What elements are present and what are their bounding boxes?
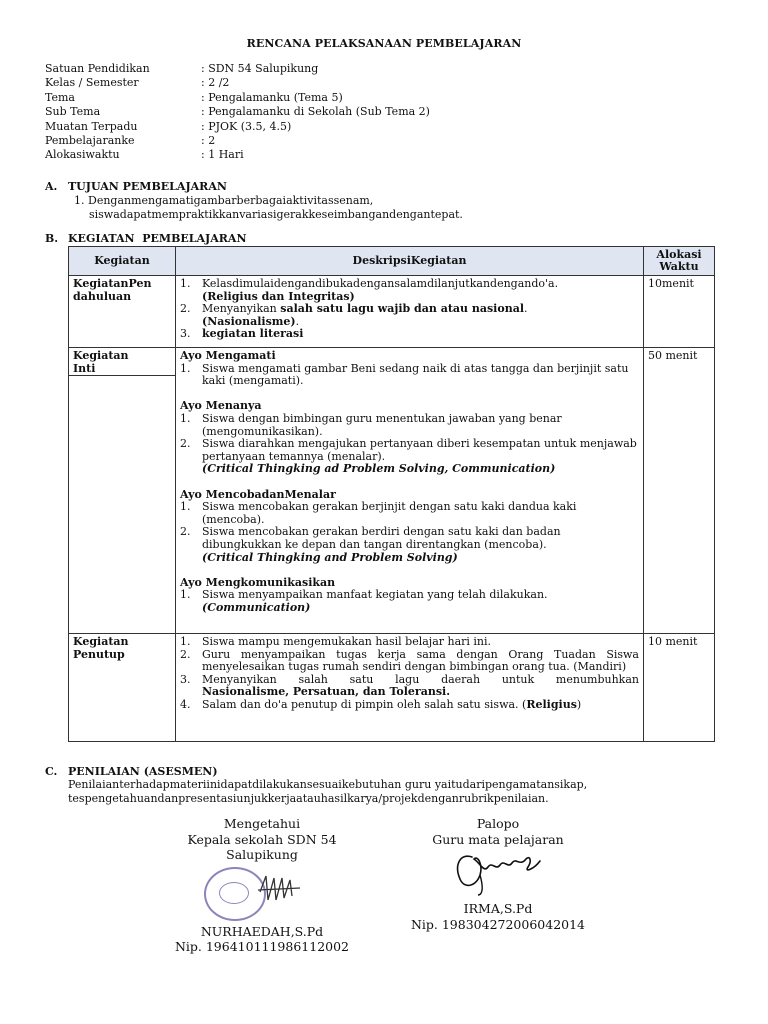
document-title: RENCANA PELAKSANAAN PEMBELAJARAN: [246, 37, 522, 50]
list-item: [180, 303, 639, 328]
item-text: .: [295, 314, 300, 328]
item-text: Salam dan do'a penutup di pimpin oleh salah satu siswa. (: [202, 697, 527, 711]
identity-row: [45, 148, 430, 162]
tujuan-line: Denganmengamatigambarberbagaiaktivitassenam,: [88, 194, 374, 207]
list-item: [180, 413, 639, 438]
item-text-bold: Nasionalisme, Persatuan, dan Toleransi.: [202, 685, 451, 699]
stamp-inner-ring: [219, 882, 249, 904]
penilaian-line: tespengetahuandanpresentasiunjukkerjaatauhasilkarya/projekdenganrubrikpenilaian.: [68, 791, 549, 805]
deskripsi-cell: [176, 276, 644, 348]
deskripsi-cell: [176, 634, 644, 742]
table-row-inti: [69, 348, 715, 634]
item-number: 1.: [74, 194, 85, 207]
item-text: Siswa mampu mengemukakan hasil belajar hari ini.: [202, 635, 492, 648]
kegiatan-label: [69, 348, 176, 634]
sign-line: Kepala sekolah SDN 54: [187, 831, 337, 847]
tujuan-item: [74, 194, 463, 208]
item-number: 3.: [180, 672, 191, 686]
sign-line: Palopo: [476, 816, 520, 831]
section-title: KEGIATAN PEMBELAJARAN: [68, 232, 247, 245]
item-number: 3.: [180, 327, 191, 341]
subsection-title: Ayo MencobadanMenalar: [180, 487, 336, 501]
headmaster-signature-icon: [256, 870, 306, 910]
section-letter: A.: [45, 180, 58, 193]
table-row-penutup: [69, 634, 715, 742]
item-text: Menyanyikan: [202, 302, 281, 316]
list-item: [180, 363, 639, 388]
alokasi-cell: 10 menit: [644, 634, 715, 742]
list-item: [180, 328, 639, 341]
item-number: 1.: [180, 635, 191, 648]
kegiatan-label: KegiatanPen dahuluan: [69, 276, 176, 348]
item-text: Siswa diarahkan mengajukan pertanyaan diberi kesempatan untuk menjawab pertanyaan temannya (menalar).: [202, 437, 637, 463]
item-text: .: [524, 302, 528, 316]
item-number: 1.: [180, 277, 191, 290]
subsection-title: Ayo Mengkomunikasikan: [180, 575, 336, 589]
section-c-heading: [45, 765, 218, 778]
header-kegiatan: Kegiatan: [69, 247, 176, 276]
item-text: Siswa menyampaikan manfaat kegiatan yang telah dilakukan.: [202, 588, 548, 602]
identity-row: [45, 105, 430, 119]
table-header-row: [69, 247, 715, 276]
item-text-bold: salah satu lagu wajib dan atau nasional: [280, 302, 524, 316]
list-item: [180, 699, 639, 712]
identity-value: : Pengalamanku di Sekolah (Sub Tema 2): [201, 105, 430, 119]
identity-label: Kelas / Semester: [45, 76, 139, 90]
item-number: 1.: [180, 588, 191, 602]
item-number: 2.: [180, 525, 191, 539]
item-value-tag: (Nasionalisme): [202, 314, 296, 328]
kegiatan-label-line: Penutup: [73, 647, 125, 661]
section-letter: B.: [45, 232, 59, 245]
identity-label: Pembelajaranke: [45, 133, 135, 147]
alokasi-cell: 50 menit: [644, 348, 715, 634]
tujuan-list: [74, 194, 463, 221]
sign-line: Mengetahui: [223, 816, 301, 831]
list-item: [180, 438, 639, 476]
kegiatan-label-line: Inti: [69, 363, 175, 377]
identity-value: : PJOK (3.5, 4.5): [201, 119, 292, 133]
list-item: [180, 501, 639, 526]
item-text: Siswa mencobakan gerakan berdiri dengan satu kaki dan badan dibungkukkan ke depan dan tangan direntangkan (mencoba).: [202, 525, 561, 551]
list-item: [180, 526, 639, 564]
list-item: [180, 649, 639, 674]
signer-name: IRMA,S.Pd: [463, 901, 533, 916]
list-item: [180, 636, 639, 649]
deskripsi-cell: [176, 348, 644, 634]
alokasi-cell: 10menit: [644, 276, 715, 348]
identity-value: : SDN 54 Salupikung: [201, 62, 319, 75]
identity-label: Muatan Terpadu: [45, 119, 138, 133]
item-number: 1.: [180, 361, 191, 375]
sign-line: Guru mata pelajaran: [432, 831, 564, 847]
item-number: 2.: [180, 302, 191, 316]
list-item: [180, 674, 639, 699]
identity-value: : Pengalamanku (Tema 5): [201, 90, 343, 104]
identity-value: : 2 /2: [201, 76, 230, 90]
item-text-bold: Religius: [526, 697, 577, 711]
identity-label: Satuan Pendidikan: [45, 62, 150, 75]
list-item: [180, 589, 639, 614]
identity-row: [45, 62, 430, 76]
section-a-heading: [45, 180, 227, 193]
section-b-heading: [45, 232, 247, 245]
item-text-bold: kegiatan literasi: [202, 327, 304, 341]
item-text: Menyanyikan salah satu lagu daerah untuk menumbuhkan: [202, 672, 639, 686]
kegiatan-table: [68, 246, 715, 742]
item-value-tag: (Religius dan Integritas): [202, 289, 355, 303]
item-value-tag: (Critical Thingking and Problem Solving): [202, 550, 458, 564]
item-number: 2.: [180, 647, 191, 661]
tujuan-line-cont: siswadapatmempraktikkanvariasigerakkeseimbangandengantepat.: [89, 207, 463, 221]
teacher-signature-icon: [450, 845, 560, 897]
item-text: Kelasdimulaidengandibukadengansalamdilanjutkandengando'a.: [202, 277, 559, 290]
penilaian-text: [68, 778, 587, 805]
section-title: TUJUAN PEMBELAJARAN: [68, 180, 227, 193]
identity-row: [45, 76, 430, 90]
kegiatan-label: [69, 634, 176, 742]
item-value-tag: (Critical Thingking ad Problem Solving, Communication): [202, 462, 556, 476]
kegiatan-label-line: Kegiatan: [73, 635, 129, 648]
header-deskripsi: DeskripsiKegiatan: [176, 247, 644, 276]
table-row-pendahuluan: [69, 276, 715, 348]
item-text: Siswa mencobakan gerakan berjinjit dengan satu kaki dandua kaki (mencoba).: [202, 500, 577, 526]
signer-name: NURHAEDAH,S.Pd: [200, 923, 324, 939]
item-number: 1.: [180, 500, 191, 514]
identity-value: : 2: [201, 133, 216, 147]
identity-block: [45, 62, 430, 163]
item-number: 1.: [180, 411, 191, 425]
sign-line: Salupikung: [226, 847, 298, 862]
signer-nip: Nip. 198304272006042014: [410, 916, 586, 932]
item-value-tag: (Communication): [202, 600, 311, 614]
item-text: Guru menyampaikan tugas kerja sama dengan Orang Tuadan Siswa menyelesaikan tugas rumah sendiri dengan bimbingan orang tua. (Mandiri): [202, 647, 639, 674]
subsection-title: Ayo Mengamati: [180, 349, 276, 362]
section-title: PENILAIAN (ASESMEN): [68, 765, 218, 778]
header-alokasi: Alokasi Waktu: [644, 247, 715, 276]
identity-row: [45, 91, 430, 105]
item-number: 4.: [180, 697, 191, 711]
identity-row: [45, 134, 430, 148]
identity-row: [45, 120, 430, 134]
item-text: ): [576, 697, 582, 711]
identity-label: Alokasiwaktu: [45, 148, 120, 162]
subsection-title: Ayo Menanya: [180, 399, 262, 413]
identity-label: Tema: [45, 90, 75, 104]
signer-nip: Nip. 196410111986112002: [174, 939, 350, 954]
kegiatan-label-line: Kegiatan: [73, 349, 129, 362]
list-item: [180, 278, 639, 303]
item-number: 2.: [180, 437, 191, 451]
penilaian-line: Penilaianterhadapmateriinidapatdilakukansesuaikebutuhan guru yaitudaripengamatansikap,: [68, 778, 588, 791]
item-text: Siswa dengan bimbingan guru menentukan jawaban yang benar (mengomunikasikan).: [202, 411, 562, 438]
identity-value: : 1 Hari: [201, 148, 244, 162]
section-letter: C.: [45, 765, 58, 778]
item-text: Siswa mengamati gambar Beni sedang naik di atas tangga dan berjinjit satu kaki (mengamati).: [202, 361, 629, 388]
identity-label: Sub Tema: [45, 105, 101, 119]
